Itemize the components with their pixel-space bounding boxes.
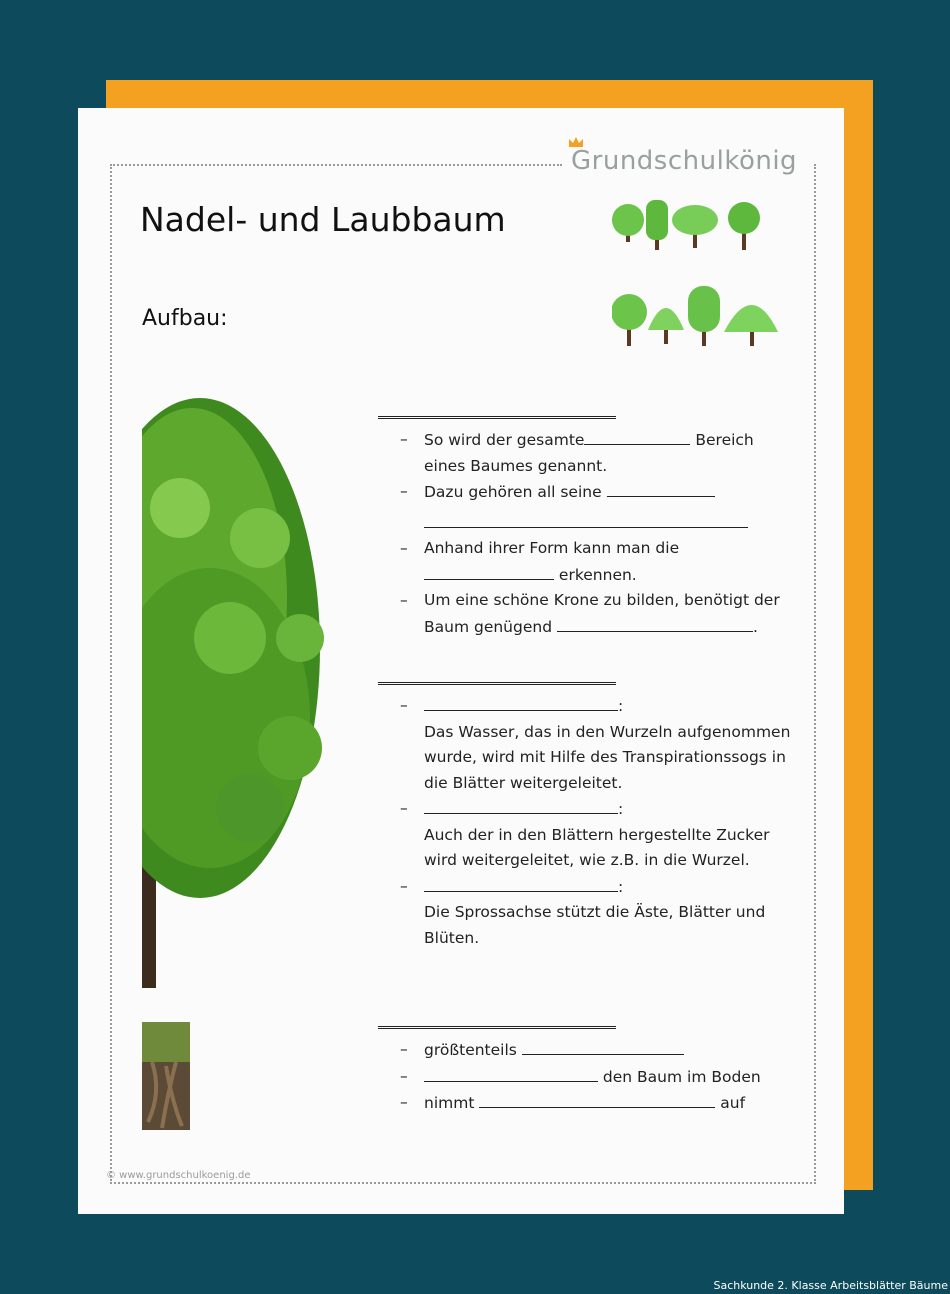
dash-bullet: – [400,799,408,817]
dash-bullet: – [400,430,408,448]
tree-crown-image [140,388,350,988]
item-text: : [618,877,624,896]
blank-line[interactable] [522,1037,684,1055]
section-crown [378,416,798,640]
tree-icon [724,305,778,346]
tree-icon [648,308,684,344]
list-item [378,479,798,536]
list-item [378,536,798,588]
blank-line[interactable] [479,1090,715,1108]
item-text: Auch der in den Blättern hergestellte Zucker wird weitergeleitet, wie z.B. in die Wurzel. [424,825,770,869]
list-item [378,693,798,796]
item-text: Anhand ihrer Form kann man die [424,539,680,557]
tree-icon [646,200,668,250]
list-item [378,1064,798,1091]
root-image [142,1022,190,1130]
list-item [378,427,798,479]
tree-icon [672,205,718,248]
tree-icon [612,294,647,346]
item-text: den Baum im Boden [598,1067,761,1086]
blank-line[interactable] [607,479,715,497]
section-trunk [378,682,798,951]
item-text: . [752,617,758,636]
copyright-footer: © www.grundschulkoenig.de [106,1170,251,1181]
item-text: Die Sprossachse stützt die Äste, Blätter und Blüten. [424,903,766,947]
item-text: Dazu gehören all seine [424,483,607,501]
list-item [378,588,798,640]
section-heading: Aufbau: [142,306,228,331]
tree-icons [612,200,780,350]
dash-bullet: – [400,876,408,895]
item-text: Das Wasser, das in den Wurzeln aufgenommen wurde, wird mit Hilfe des Transpirationssogs in die Blätter weitergeleitet. [424,722,791,792]
image-caption: Sachkunde 2. Klasse Arbeitsblätter Bäume [713,1279,948,1292]
dash-bullet: – [400,482,408,500]
item-text: Bereich eines Baumes genannt. [424,431,754,475]
item-text: Um eine schöne Krone zu bilden, benötigt der Baum genügend [424,591,780,636]
section-roots [378,1026,798,1117]
blank-line[interactable] [584,427,690,445]
list-item [378,1090,798,1117]
heading-blank-line[interactable] [378,416,616,419]
roots-photo [142,1022,190,1130]
worksheet-page [78,108,844,1214]
dash-bullet: – [400,1093,408,1111]
item-text: So wird der gesamte [424,431,585,449]
item-text: erkennen. [554,565,637,584]
dash-bullet: – [400,1066,408,1085]
blank-line[interactable] [557,614,753,632]
heading-blank-line[interactable] [378,1026,616,1029]
dash-bullet: – [400,539,408,557]
item-text: : [618,697,624,715]
blank-line[interactable] [424,796,618,814]
item-text: größtenteils [424,1041,522,1059]
blank-line[interactable] [424,1064,598,1082]
dash-bullet: – [400,1040,408,1058]
blank-line[interactable] [424,693,618,711]
dash-bullet: – [400,696,408,714]
item-text: nimmt [424,1094,480,1112]
brand-logo: Grundschulkönig [571,146,798,176]
tree-icon [728,202,760,250]
dash-bullet: – [400,591,408,609]
blank-line[interactable] [424,874,618,892]
list-item [378,796,798,874]
item-text: auf [715,1094,746,1112]
list-item [378,874,798,952]
heading-blank-line[interactable] [378,682,616,685]
item-text: : [618,800,624,818]
list-item [378,1037,798,1064]
blank-line[interactable] [424,510,748,528]
page-title: Nadel- und Laubbaum [140,200,506,239]
tree-icon [612,204,644,242]
tree-icon [688,286,720,346]
blank-line[interactable] [424,562,554,580]
